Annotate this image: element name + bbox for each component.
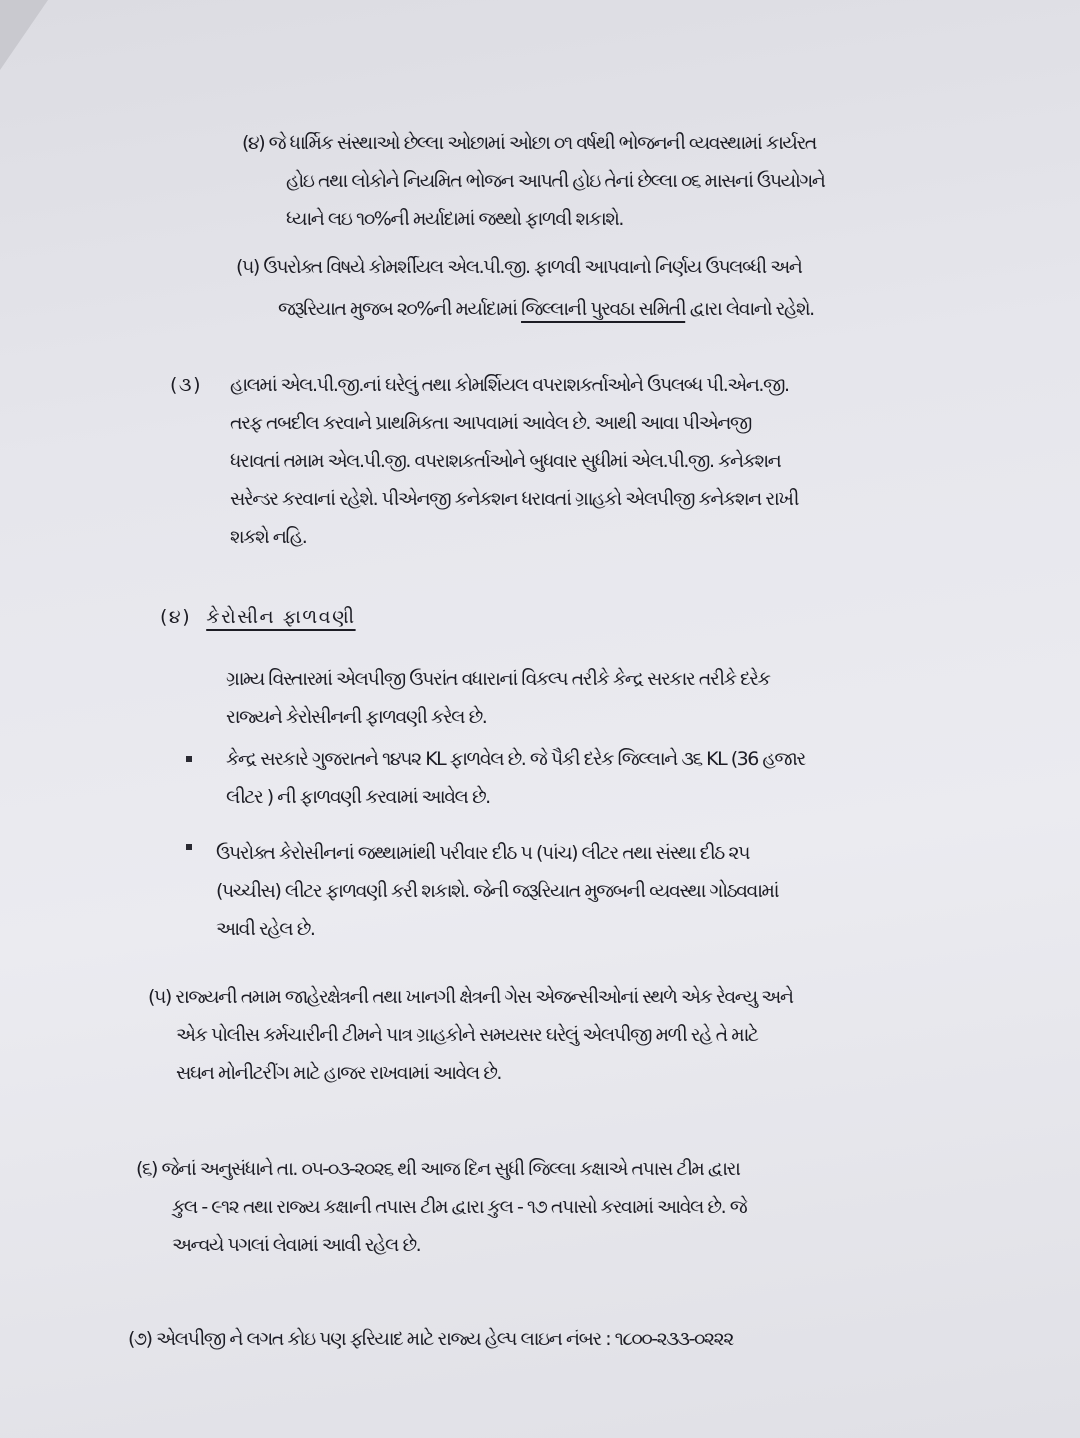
para-5-marker: (૫): [148, 986, 171, 1008]
para-6-line-2: કુલ - ૯૧૨ તથા રાજ્ય કક્ષાની તપાસ ટીમ દ્વારા કુલ - ૧૭ તપાસો કરવામાં આવેલ છે. જે: [172, 1196, 747, 1218]
para-5-text-1: રાજ્યની તમામ જાહેરક્ષેત્રની તથા ખાનગી ક્ષેત્રની ગેસ એજન્સીઓનાં સ્થળે એક રેવન્યુ અને: [175, 986, 793, 1008]
para-7-marker: (૭): [128, 1328, 152, 1350]
para-4-intro: [226, 660, 1066, 736]
para-4-intro-line-1: ગ્રામ્ય વિસ્તારમાં એલપીજી ઉપરાંત વધારાનાં વિકલ્પ તરીકે કેન્દ્ર સરકાર તરીકે દરેક: [226, 668, 770, 690]
para-3-line-2: તરફ તબદીલ કરવાને પ્રાથમિકતા આપવામાં આવેલ છે. આથી આવા પીએનજી: [230, 412, 751, 434]
para-6-marker: (૬): [136, 1158, 157, 1180]
subitem-4-line-2: હોઇ તથા લોકોને નિયમિત ભોજન આપતી હોઇ તેનાં છેલ્લા ૦૬ માસનાં ઉપયોગને: [286, 170, 825, 192]
para-3-line-1: હાલમાં એલ.પી.જી.નાં ઘરેલું તથા કોમર્શિયલ વપરાશકર્તાઓને ઉપલબ્ધ પી.એન.જી.: [230, 374, 789, 396]
para-7: [128, 1320, 1068, 1358]
para-5: [148, 978, 1068, 1092]
bullet-marker: [186, 844, 192, 850]
subitem-5-marker: (૫): [236, 256, 259, 278]
para-3-line-5: શકશે નહિ.: [230, 526, 307, 548]
kerosene-bullet-2-line-3: આવી રહેલ છે.: [216, 918, 315, 940]
para-5-line-3: સઘન મોનીટરીંગ માટે હાજર રાખવામાં આવેલ છે.: [176, 1062, 501, 1084]
district-supply-committee: જિલ્લાની પુરવઠા સમિતી: [521, 298, 686, 320]
helpline-text: એલપીજી ને લગત કોઇ પણ ફરિયાદ માટે રાજ્ય હેલ્પ લાઇન નંબર : ૧૮૦૦-૨૩૩-૦૨૨૨: [156, 1328, 733, 1350]
para-6-line-1: [136, 1150, 1066, 1188]
subitem-5: [236, 248, 1066, 328]
para-4: [160, 598, 760, 636]
kerosene-bullet-1: [186, 740, 1066, 816]
subitem-5-line-2: [236, 290, 1066, 328]
para-6: [136, 1150, 1066, 1264]
kerosene-allocation-heading: કેરોસીન ફાળવણી: [206, 606, 356, 628]
para-5-line-2: એક પોલીસ કર્મચારીની ટીમને પાત્ર ગ્રાહકોને સમયસર ઘરેલું એલપીજી મળી રહે તે માટે: [176, 1024, 758, 1046]
para-4-intro-line-2: રાજ્યને કેરોસીનની ફાળવણી કરેલ છે.: [226, 706, 487, 728]
subitem-4-marker: (૪): [242, 132, 265, 154]
subitem-4: [242, 124, 1062, 238]
para-5-line-1: [148, 978, 1068, 1016]
subitem-5-text-2b: દ્વારા લેવાનો રહેશે.: [685, 298, 814, 320]
para-3: [170, 366, 1070, 556]
kerosene-bullet-2: [186, 834, 1066, 948]
para-3-line-3: ધરાવતાં તમામ એલ.પી.જી. વપરાશકર્તાઓને બુધવાર સુધીમાં એલ.પી.જી. કનેકશન: [230, 450, 781, 472]
para-7-line-1: [128, 1320, 1068, 1358]
subitem-5-text-1: ઉપરોક્ત વિષયે કોમર્શીયલ એલ.પી.જી. ફાળવી આપવાનો નિર્ણય ઉપલબ્ધી અને: [263, 256, 802, 278]
para-6-text-1: જેનાં અનુસંધાને તા. ૦૫-૦૩-૨૦૨૬ થી આજ દિન સુધી જિલ્લા કક્ષાએ તપાસ ટીમ દ્વારા: [161, 1158, 740, 1180]
para-3-line-4: સરેન્ડર કરવાનાં રહેશે. પીએનજી કનેકશન ધરાવતાં ગ્રાહકો એલપીજી કનેકશન રાખી: [230, 488, 798, 510]
bullet-marker: [186, 756, 192, 762]
para-6-line-3: અન્વયે પગલાં લેવામાં આવી રહેલ છે.: [172, 1234, 421, 1256]
kerosene-bullet-2-line-1: ઉપરોક્ત કેરોસીનનાં જથ્થામાંથી પરીવાર દીઠ ૫ (પાંચ) લીટર તથા સંસ્થા દીઠ ૨૫: [216, 842, 749, 864]
subitem-4-line-1: [242, 124, 1062, 162]
para-4-marker: (૪): [160, 606, 192, 628]
para-4-heading-line: [160, 598, 760, 636]
subitem-4-text-1: જે ધાર્મિક સંસ્થાઓ છેલ્લા ઓછામાં ઓછા ૦૧ વર્ષથી ભોજનની વ્યવસ્થામાં કાર્યરત: [268, 132, 816, 154]
kerosene-bullet-1-line-2: લીટર ) ની ફાળવણી કરવામાં આવેલ છે.: [226, 786, 490, 808]
kerosene-bullet-1-line-1: કેન્દ્ર સરકારે ગુજરાતને ૧૪૫૨ KL ફાળવેલ છે. જે પૈકી દરેક જિલ્લાને ૩૬ KL (36 હજાર: [226, 748, 805, 770]
para-3-marker: (૩): [170, 374, 202, 396]
subitem-4-line-3: ધ્યાને લઇ ૧૦%ની મર્યાદામાં જથ્થો ફાળવી શકાશે.: [286, 208, 623, 230]
subitem-5-text-2a: જરૂરિયાત મુજબ ૨૦%ની મર્યાદામાં: [278, 298, 522, 320]
kerosene-bullet-2-line-2: (પચ્ચીસ) લીટર ફાળવણી કરી શકાશે. જેની જરૂરિયાત મુજબની વ્યવસ્થા ગોઠવવામાં: [216, 880, 779, 902]
subitem-5-line-1: [236, 248, 1066, 286]
